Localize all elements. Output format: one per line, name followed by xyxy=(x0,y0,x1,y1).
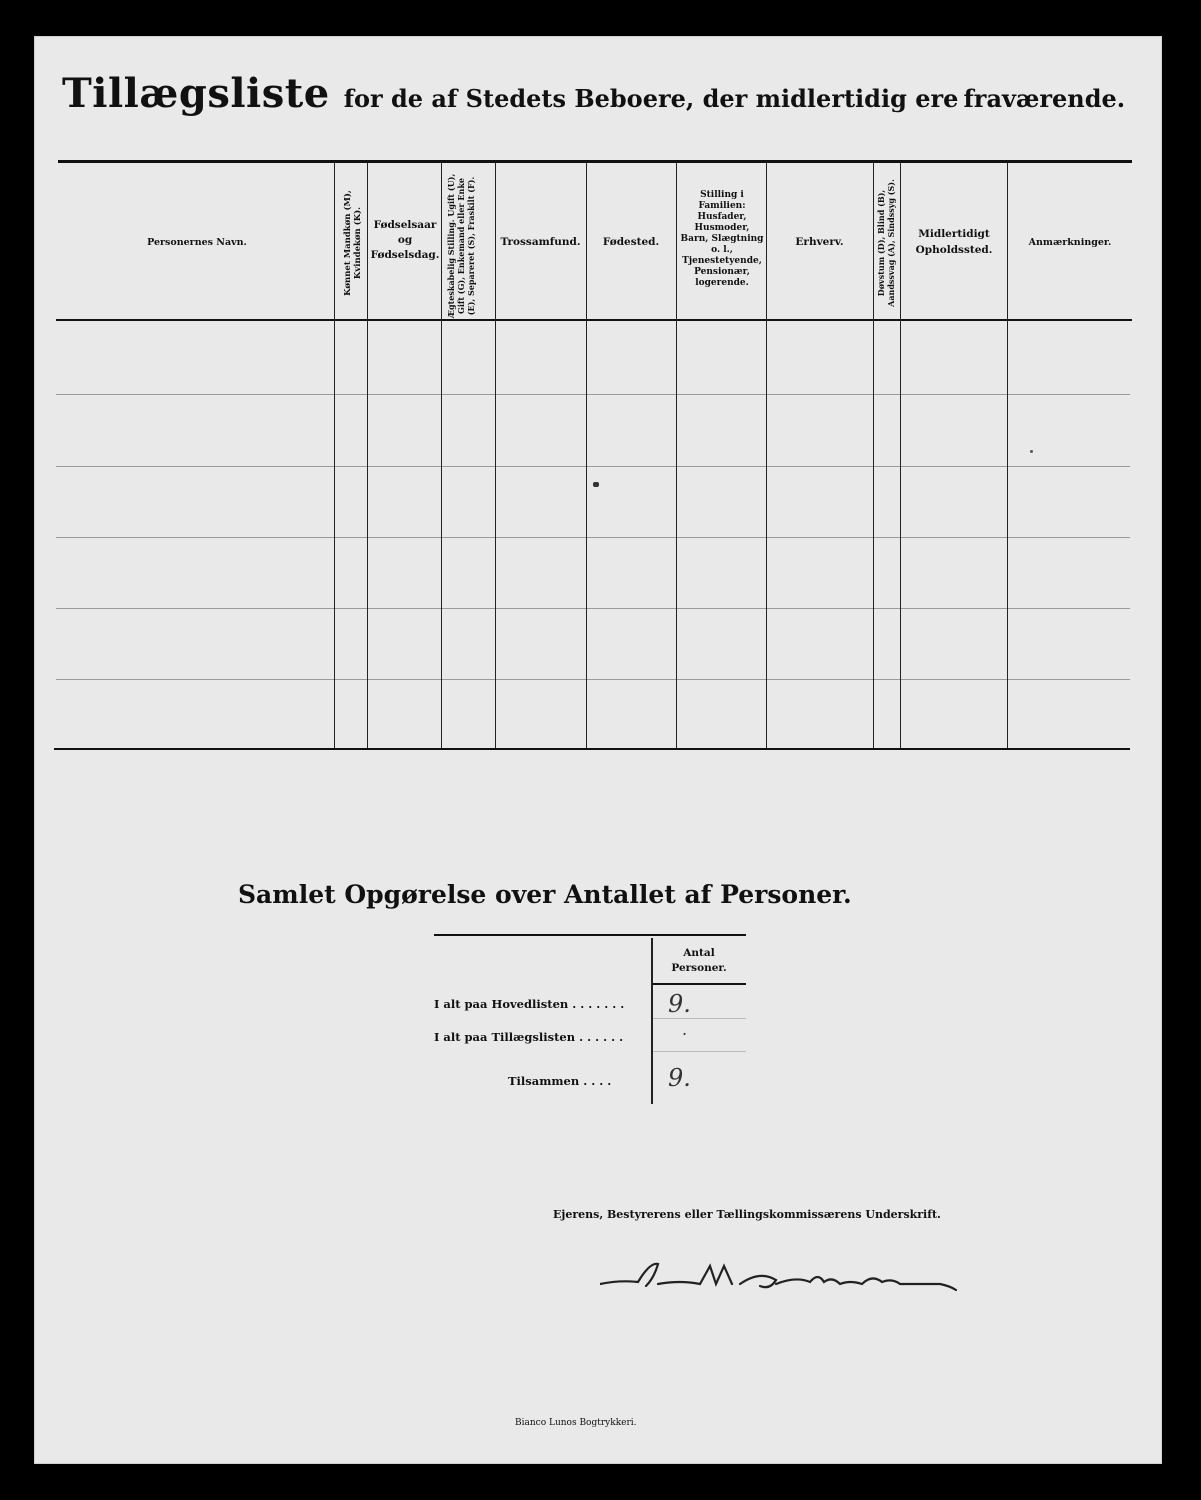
signature-handwriting xyxy=(600,1250,960,1310)
column-line xyxy=(873,163,874,748)
row-line xyxy=(56,537,1130,538)
summary-value-hovedlisten: 9. xyxy=(668,990,691,1018)
header-doev: Døvstum (D), Blind (B), Aandssvag (A), Sindssyg (S). xyxy=(876,179,896,307)
title-main: Tillægsliste xyxy=(62,70,330,117)
column-line xyxy=(441,163,442,748)
row-line xyxy=(56,466,1130,467)
column-line xyxy=(676,163,677,748)
summary-label-tillaegslisten: I alt paa Tillægslisten . . . . . . xyxy=(434,1030,624,1044)
summary-header-rule xyxy=(653,983,746,985)
printer-credit: Bianco Lunos Bogtrykkeri. xyxy=(515,1418,637,1428)
signature-stroke-icon xyxy=(600,1250,960,1310)
summary-value-tilsammen: 9. xyxy=(668,1064,691,1092)
column-line xyxy=(900,163,901,748)
summary-value-tillaegslisten: . xyxy=(682,1020,688,1039)
header-stilling: Stilling i Familien: Husfader, Husmoder, Barn, Slægtning o. l., Tjenestetyende, Pensionær, logerende. xyxy=(680,190,764,288)
ink-mark xyxy=(593,482,599,487)
signature-caption: Ejerens, Bestyrerens eller Tællingskommissærens Underskrift. xyxy=(553,1208,941,1221)
header-foedsel: Fødselsaar og Fødselsdag. xyxy=(370,219,440,261)
header-foedested: Fødested. xyxy=(602,236,660,248)
header-koen: Kønnet Mandkøn (M), Kvindekøn (K). xyxy=(343,190,363,296)
header-erhverv: Erhverv. xyxy=(795,236,844,248)
column-line xyxy=(1007,163,1008,748)
page-title xyxy=(62,70,1126,117)
header-anm: Anmærkninger. xyxy=(1028,237,1112,248)
row-line xyxy=(56,679,1130,680)
summary-row-rule xyxy=(653,1051,746,1052)
summary-label-hovedlisten: I alt paa Hovedlisten . . . . . . . xyxy=(434,997,625,1011)
title-rest: for de af Stedets Beboere, der midlertidig ere xyxy=(343,84,959,113)
ink-mark xyxy=(1030,450,1033,453)
header-opholdssted: Midlertidigt Opholdssted. xyxy=(915,228,993,256)
summary-label-tilsammen: Tilsammen . . . . xyxy=(508,1074,612,1088)
title-emph: fraværende. xyxy=(963,84,1126,113)
summary-title: Samlet Opgørelse over Antallet af Personer. xyxy=(238,880,852,909)
column-line xyxy=(334,163,335,748)
table-header-rule xyxy=(56,319,1132,321)
summary-col-header: Antal Personer. xyxy=(671,947,727,974)
header-navn: Personernes Navn. xyxy=(147,237,247,248)
column-line xyxy=(766,163,767,748)
summary-top-rule xyxy=(434,934,746,936)
column-line xyxy=(495,163,496,748)
column-line xyxy=(367,163,368,748)
row-line xyxy=(56,608,1130,609)
header-tros: Trossamfund. xyxy=(500,236,581,248)
header-aegte: Ægteskabelig Stilling. Ugift (U), Gift (G), Enkemand eller Enke (E), Separeret (S), Fraskilt (F). xyxy=(446,173,476,319)
row-line xyxy=(56,394,1130,395)
table-top-rule xyxy=(58,160,1132,163)
column-line xyxy=(586,163,587,748)
table-bottom-rule xyxy=(54,748,1130,750)
summary-row-rule xyxy=(653,1018,746,1019)
summary-divider xyxy=(651,938,653,1104)
